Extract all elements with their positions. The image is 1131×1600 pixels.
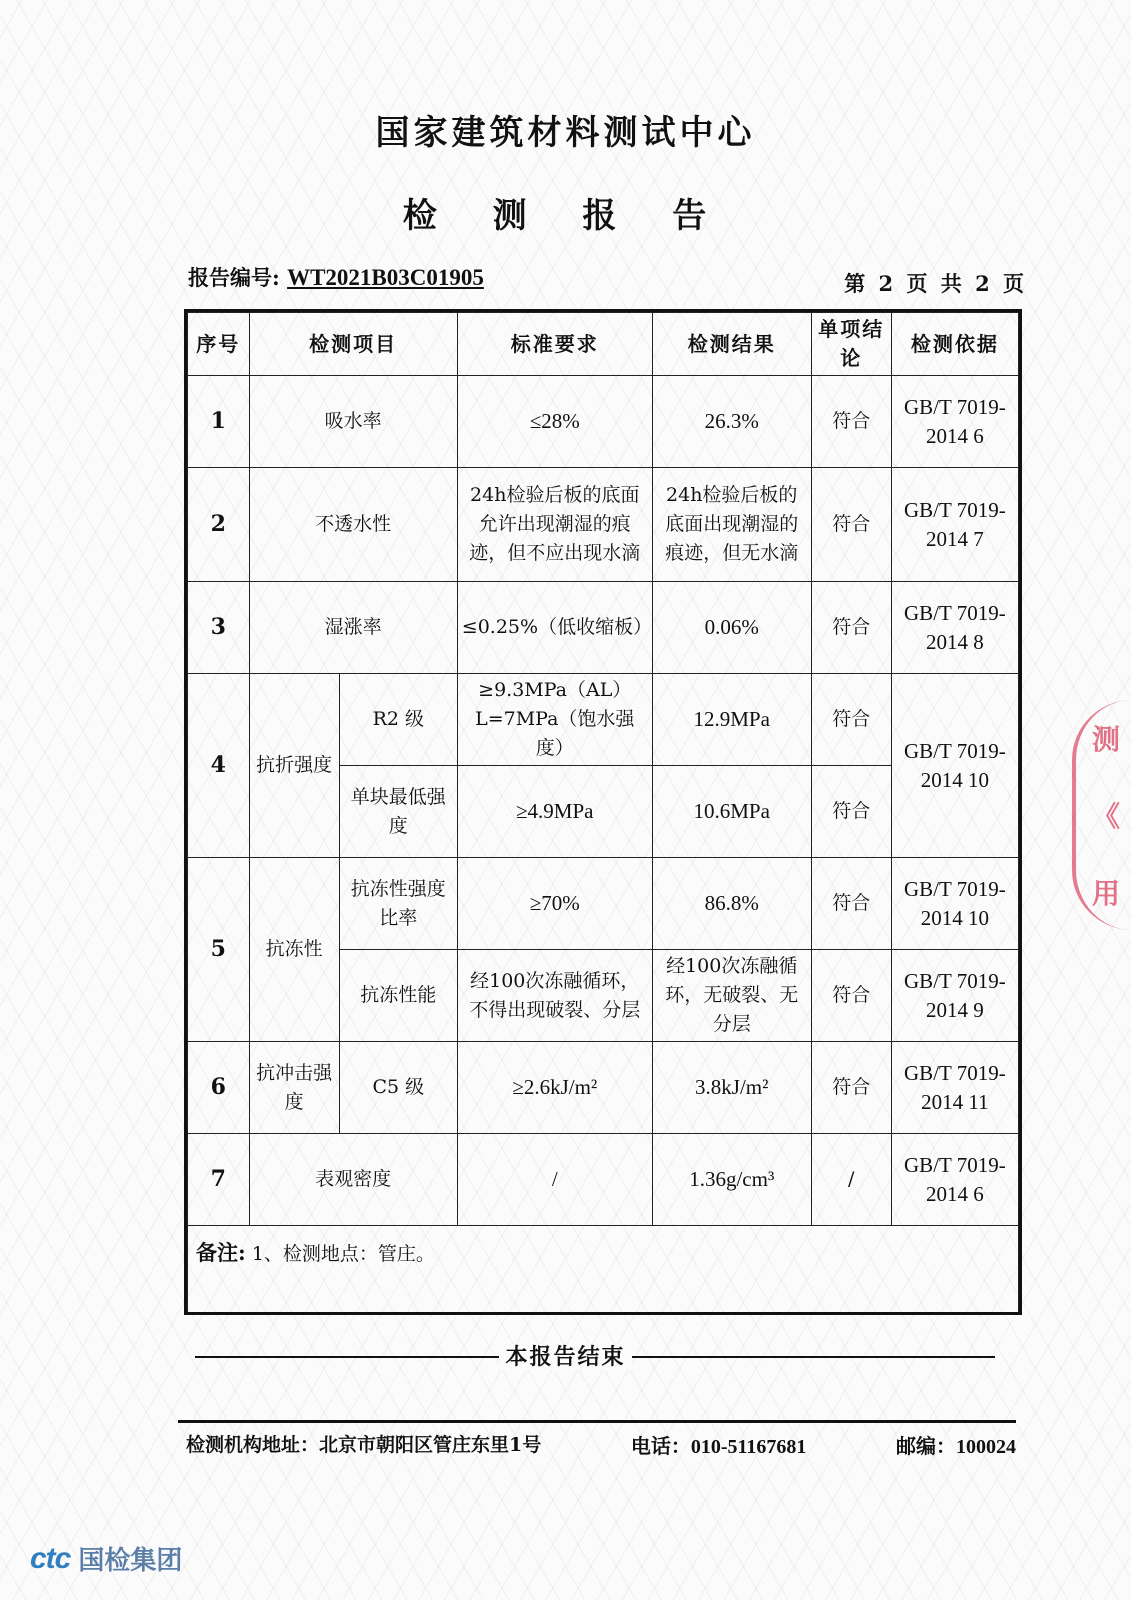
- row-result: 24h检验后板的底面出现潮湿的痕迹，但无水滴: [652, 468, 811, 582]
- row-conclusion: 符合: [811, 674, 891, 766]
- row-subitem: 抗冻性强度比率: [339, 858, 457, 950]
- row-result: 3.8kJ/m²: [652, 1042, 811, 1134]
- row-no: 2: [188, 468, 250, 582]
- row-conclusion: 符合: [811, 376, 891, 468]
- table-row: [188, 674, 1019, 766]
- row-result: 12.9MPa: [652, 674, 811, 766]
- note-cell: [188, 1226, 1019, 1313]
- footer-postcode: 邮编：100024: [895, 1436, 1016, 1458]
- row-item: 抗冲击强度: [249, 1042, 339, 1134]
- row-basis: GB/T 7019-2014 10: [891, 674, 1018, 858]
- row-req: ≥2.6kJ/m²: [457, 1042, 652, 1134]
- ctc-logo: [30, 1540, 182, 1577]
- end-text: 本报告结束: [499, 1344, 631, 1370]
- doc-title: 检 测 报 告: [402, 196, 729, 236]
- row-conclusion: 符合: [811, 766, 891, 858]
- stamp-char: 测: [1091, 723, 1120, 757]
- row-result: 经100次冻融循环，无破裂、无分层: [652, 950, 811, 1042]
- row-item: 不透水性: [249, 468, 457, 582]
- row-req: ≥4.9MPa: [457, 766, 652, 858]
- table-row: [188, 468, 1019, 582]
- row-subitem: R2 级: [339, 674, 457, 766]
- row-no: 5: [188, 858, 250, 1042]
- row-subitem: 单块最低强度: [339, 766, 457, 858]
- seal-stamp: [1072, 700, 1131, 930]
- row-no: 7: [188, 1134, 250, 1226]
- note-row: [188, 1226, 1019, 1313]
- row-basis: GB/T 7019-2014 9: [891, 950, 1018, 1042]
- row-req: ≤0.25%（低收缩板）: [457, 582, 652, 674]
- header-basis: 检测依据: [891, 313, 1018, 376]
- logo-mark: ctc: [30, 1541, 71, 1575]
- row-item: 抗折强度: [249, 674, 339, 858]
- table-row: [188, 858, 1019, 950]
- row-result: 26.3%: [652, 376, 811, 468]
- row-basis: GB/T 7019-2014 8: [891, 582, 1018, 674]
- row-conclusion: /: [811, 1134, 891, 1226]
- org-title: 国家建筑材料测试中心: [375, 113, 756, 153]
- row-basis: GB/T 7019-2014 6: [891, 1134, 1018, 1226]
- end-marker: [0, 1340, 1131, 1371]
- footer-divider: [178, 1420, 1016, 1423]
- table-row: [188, 1134, 1019, 1226]
- row-item: 抗冻性: [249, 858, 339, 1042]
- row-req: /: [457, 1134, 652, 1226]
- row-item: 吸水率: [249, 376, 457, 468]
- row-req: ≥9.3MPa（AL）L=7MPa（饱水强度）: [457, 674, 652, 766]
- header-no: 序号: [188, 313, 250, 376]
- table-row: [188, 582, 1019, 674]
- report-number-label: 报告编号:: [188, 265, 280, 290]
- row-result: 10.6MPa: [652, 766, 811, 858]
- report-number: [188, 262, 484, 292]
- row-conclusion: 符合: [811, 468, 891, 582]
- row-subitem: C5 级: [339, 1042, 457, 1134]
- header-result: 检测结果: [652, 313, 811, 376]
- header-req: 标准要求: [457, 313, 652, 376]
- row-basis: GB/T 7019-2014 6: [891, 376, 1018, 468]
- row-conclusion: 符合: [811, 950, 891, 1042]
- row-basis: GB/T 7019-2014 11: [891, 1042, 1018, 1134]
- results-table: [187, 312, 1019, 1312]
- row-req: ≤28%: [457, 376, 652, 468]
- row-result: 0.06%: [652, 582, 811, 674]
- page-info: 第 2 页 共 2 页: [844, 271, 1027, 296]
- row-basis: GB/T 7019-2014 10: [891, 858, 1018, 950]
- row-req: ≥70%: [457, 858, 652, 950]
- results-table-wrapper: [184, 309, 1022, 1315]
- note-label: 备注:: [196, 1240, 246, 1265]
- header-conclusion: 单项结论: [811, 313, 891, 376]
- row-conclusion: 符合: [811, 858, 891, 950]
- stamp-char: 用: [1091, 876, 1120, 910]
- table-row: [188, 1042, 1019, 1134]
- row-no: 1: [188, 376, 250, 468]
- row-req: 经100次冻融循环，不得出现破裂、分层: [457, 950, 652, 1042]
- row-result: 1.36g/cm³: [652, 1134, 811, 1226]
- table-row: [188, 376, 1019, 468]
- note-text: 1、检测地点：管庄。: [251, 1243, 435, 1265]
- row-result: 86.8%: [652, 858, 811, 950]
- row-basis: GB/T 7019-2014 7: [891, 468, 1018, 582]
- row-no: 4: [188, 674, 250, 858]
- row-no: 6: [188, 1042, 250, 1134]
- header-item: 检测项目: [249, 313, 457, 376]
- report-number-value: WT2021B03C01905: [287, 265, 484, 290]
- row-conclusion: 符合: [811, 582, 891, 674]
- row-conclusion: 符合: [811, 1042, 891, 1134]
- header-row: [188, 313, 1019, 376]
- row-no: 3: [188, 582, 250, 674]
- row-item: 表观密度: [249, 1134, 457, 1226]
- row-req: 24h检验后板的底面允许出现潮湿的痕迹，但不应出现水滴: [457, 468, 652, 582]
- logo-name: 国检集团: [78, 1545, 183, 1575]
- row-item: 湿涨率: [249, 582, 457, 674]
- row-subitem: 抗冻性能: [339, 950, 457, 1042]
- footer-phone: 电话：010-51167681: [630, 1436, 807, 1458]
- footer: [186, 1430, 1016, 1459]
- footer-address: 检测机构地址：北京市朝阳区管庄东里1号: [186, 1434, 542, 1456]
- stamp-char: 《: [1091, 799, 1120, 833]
